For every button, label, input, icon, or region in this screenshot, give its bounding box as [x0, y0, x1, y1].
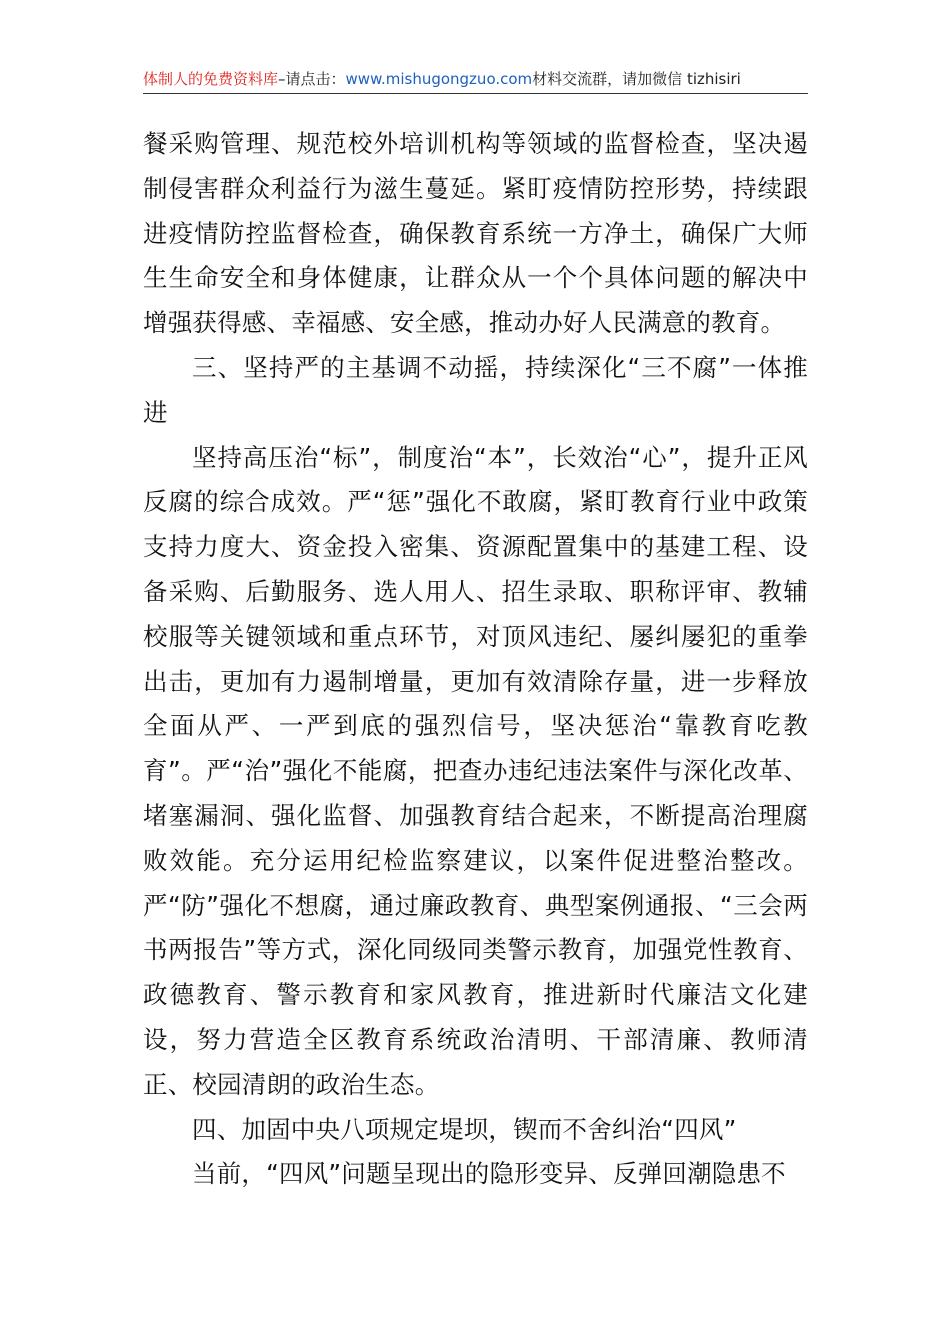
header-prompt: –请点击：	[278, 70, 346, 88]
section-heading-four: 四、加固中央八项规定堤坝，锲而不舍纠治“四风”	[192, 1114, 737, 1144]
header-contact-text: 材料交流群，请加微信 tizhisiri	[532, 70, 741, 88]
header-website-link[interactable]: www.mishugongzuo.com	[345, 70, 533, 88]
document-body	[143, 122, 808, 1197]
page-header	[143, 64, 808, 94]
section-heading-three: 三、坚持严的主基调不动摇，持续深化“三不腐”一体推进	[143, 352, 808, 427]
paragraph-four-winds: 当前，“四风”问题呈现出的隐形变异、反弹回潮隐患不	[192, 1159, 786, 1189]
paragraph-continued: 餐采购管理、规范校外培训机构等领域的监督检查，坚决遏制侵害群众利益行为滋生蔓延。紧盯疫情防控形势，持续跟进疫情防控监督检查，确保教育系统一方净土，确保广大师生生命安全和身体健康，让群众从一个个具体问题的解决中增强获得感、幸福感、安全感，推动办好人民满意的教育。	[143, 129, 808, 338]
header-brand: 体制人的免费资料库	[143, 70, 279, 88]
paragraph-three-strategies: 坚持高压治“标”，制度治“本”，长效治“心”，提升正风反腐的综合成效。严“惩”强化不敢腐，紧盯教育行业中政策支持力度大、资金投入密集、资源配置集中的基建工程、设备采购、后勤服务、选人用人、招生录取、职称评审、教辅校服等关键领域和重点环节，对顶风违纪、屡纠屡犯的重拳出击，更加有力遏制增量，更加有效清除存量，进一步释放全面从严、一严到底的强烈信号，坚决惩治“靠教育吃教育”。严“治”强化不能腐，把查办违纪违法案件与深化改革、堵塞漏洞、强化监督、加强教育结合起来，不断提高治理腐败效能。充分运用纪检监察建议，以案件促进整治整改。严“防”强化不想腐，通过廉政教育、典型案例通报、“三会两书两报告”等方式，深化同级同类警示教育，加强党性教育、政德教育、警示教育和家风教育，推进新时代廉洁文化建设，努力营造全区教育系统政治清明、干部清廉、教师清正、校园清朗的政治生态。	[143, 442, 808, 1099]
